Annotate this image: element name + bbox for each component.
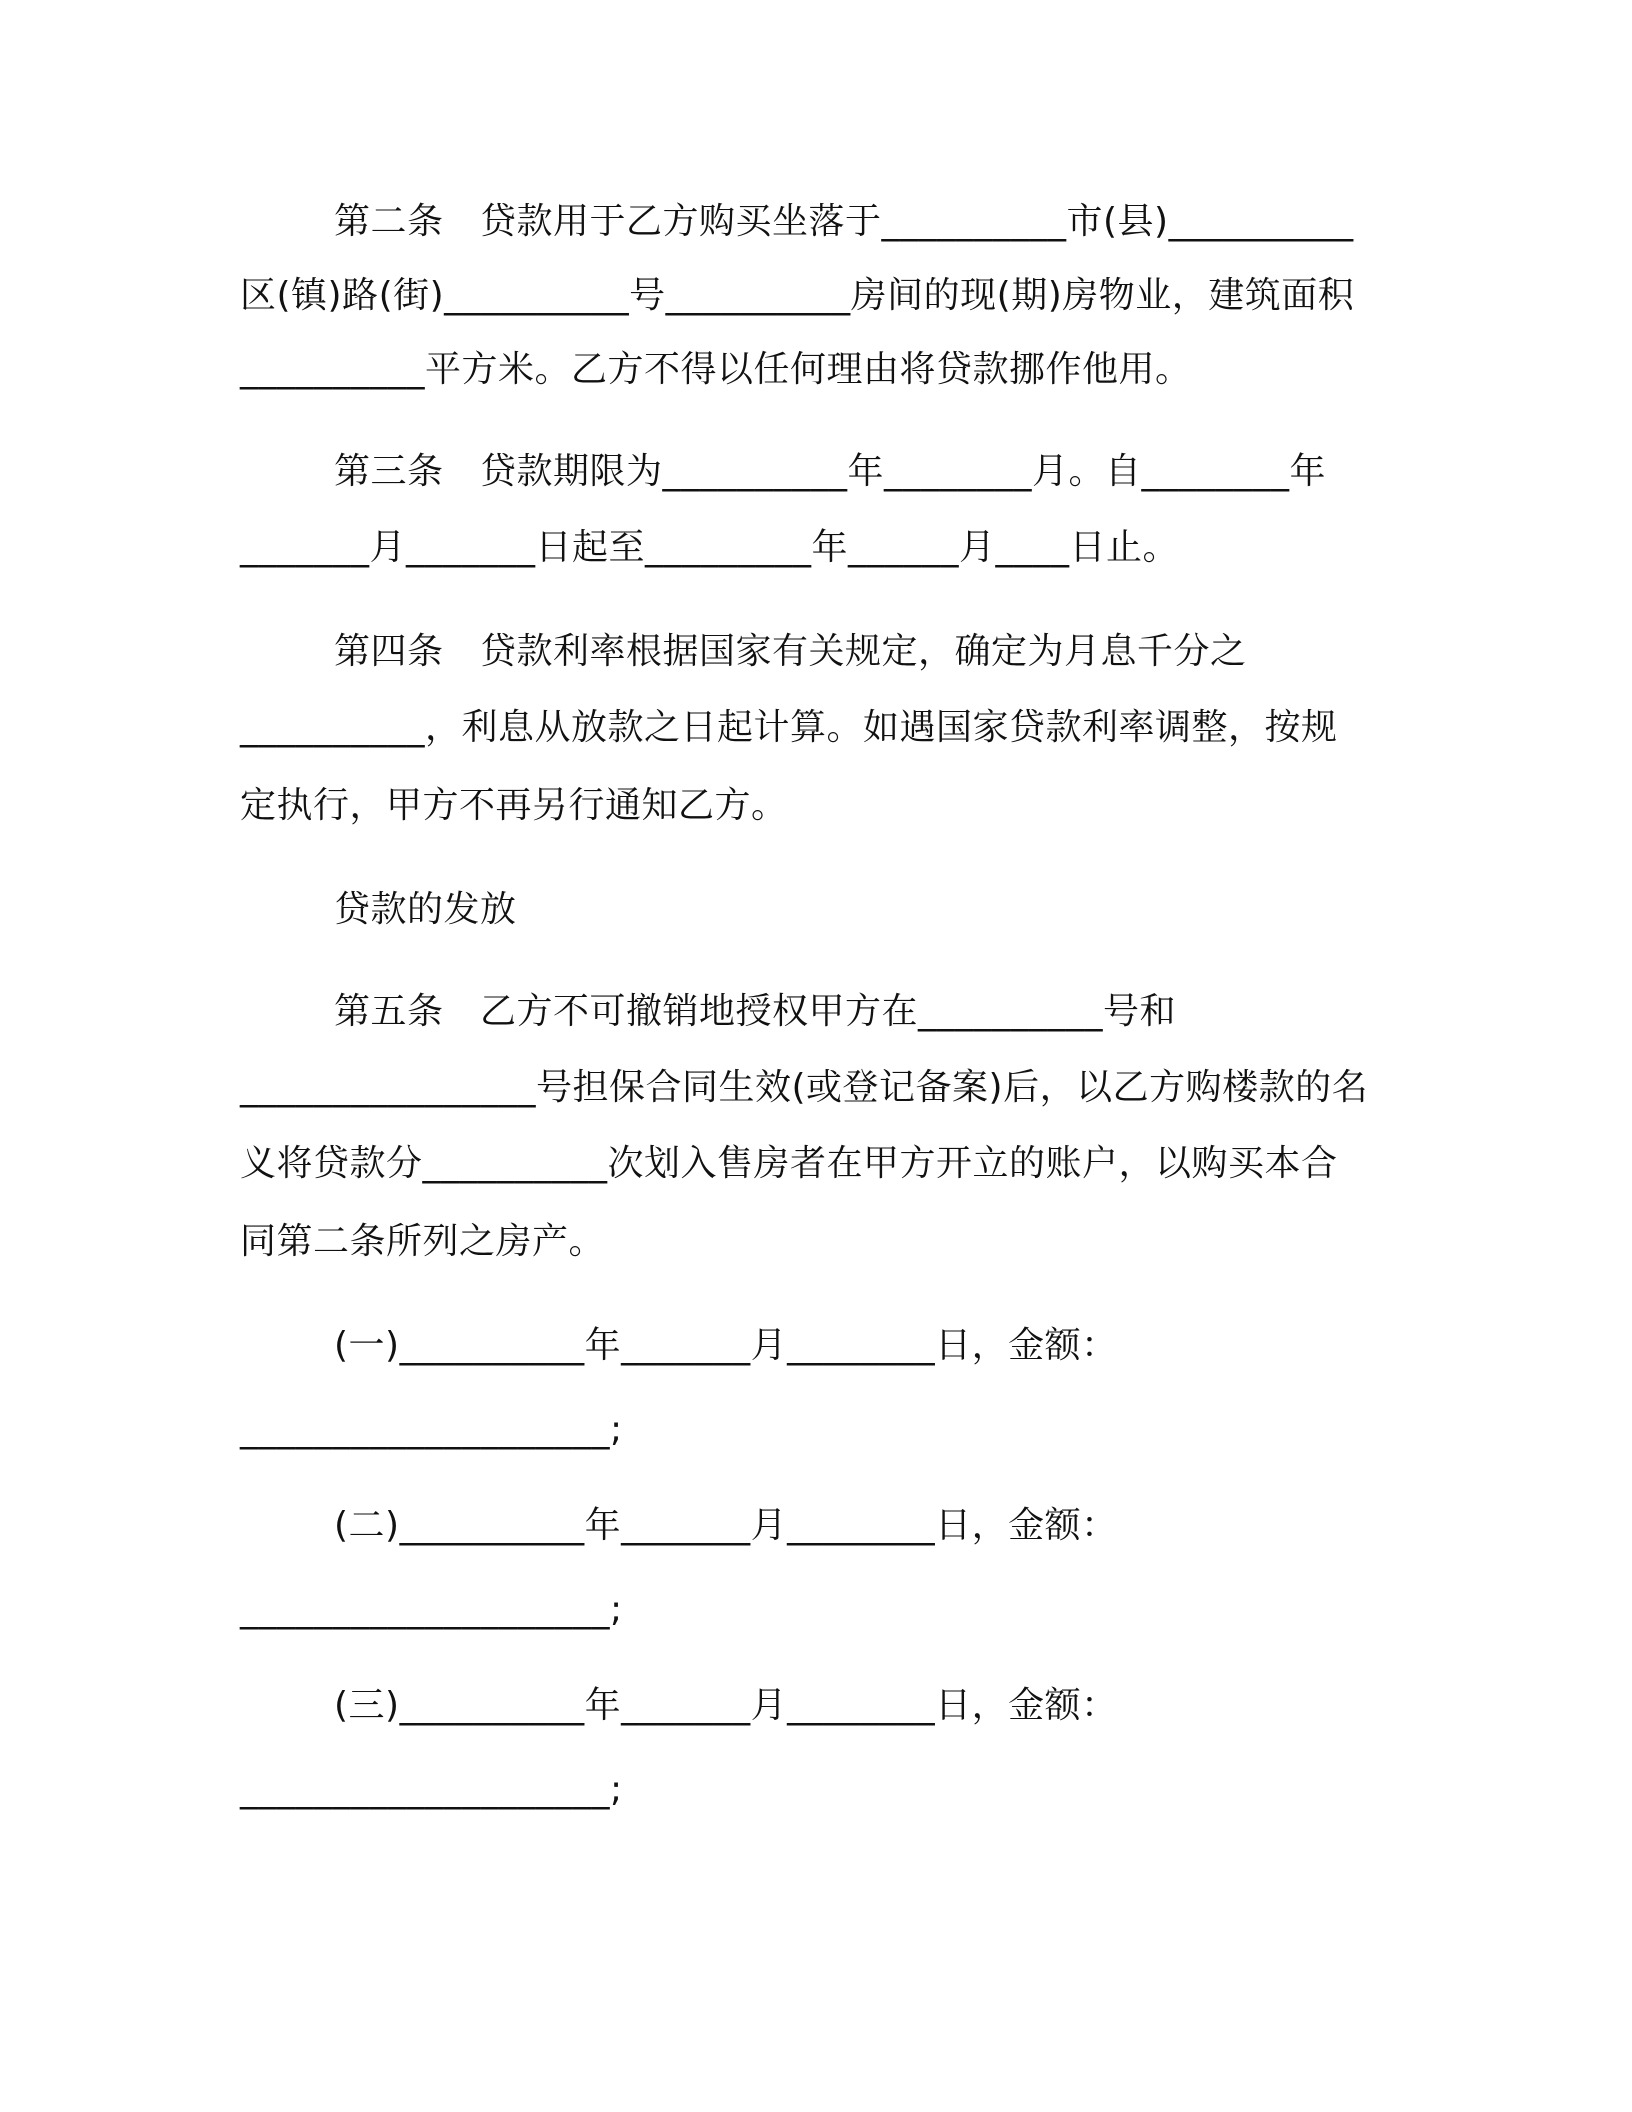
article-5-line-4: 同第二条所列之房产。 [240, 1221, 606, 1262]
section-heading: 贷款的发放 [334, 889, 517, 930]
article-4-line-2: __________，利息从放款之日起计算。如遇国家贷款利率调整，按规 [240, 707, 1338, 748]
article-5-line-3: 义将贷款分__________次划入售房者在甲方开立的账户，以购买本合 [240, 1143, 1338, 1184]
article-5-line-2: ________________号担保合同生效(或登记备案)后，以乙方购楼款的名 [240, 1067, 1369, 1108]
installment-1-date: (一)__________年_______月________日，金额： [334, 1325, 1118, 1366]
article-5-line-1: 第五条 乙方不可撤销地授权甲方在__________号和 [334, 991, 1177, 1032]
article-4-line-1: 第四条 贷款利率根据国家有关规定，确定为月息千分之 [334, 631, 1247, 672]
installment-2-date: (二)__________年_______月________日，金额： [334, 1505, 1118, 1546]
article-2-line-3: __________平方米。乙方不得以任何理由将贷款挪作他用。 [240, 349, 1192, 390]
article-4-line-3: 定执行，甲方不再另行通知乙方。 [240, 785, 788, 826]
installment-3-date: (三)__________年_______月________日，金额： [334, 1685, 1118, 1726]
article-3-line-1: 第三条 贷款期限为__________年________月。自________年 [334, 451, 1327, 492]
article-3-line-2: _______月_______日起至_________年______月____日止。 [240, 527, 1180, 568]
installment-3-amount: ____________________; [240, 1769, 623, 1810]
article-2-line-2: 区(镇)路(街)__________号__________房间的现(期)房物业，建筑面积 [240, 275, 1355, 316]
installment-2-amount: ____________________; [240, 1589, 623, 1630]
article-2-line-1: 第二条 贷款用于乙方购买坐落于__________市(县)__________ [334, 201, 1354, 242]
installment-1-amount: ____________________; [240, 1409, 623, 1450]
